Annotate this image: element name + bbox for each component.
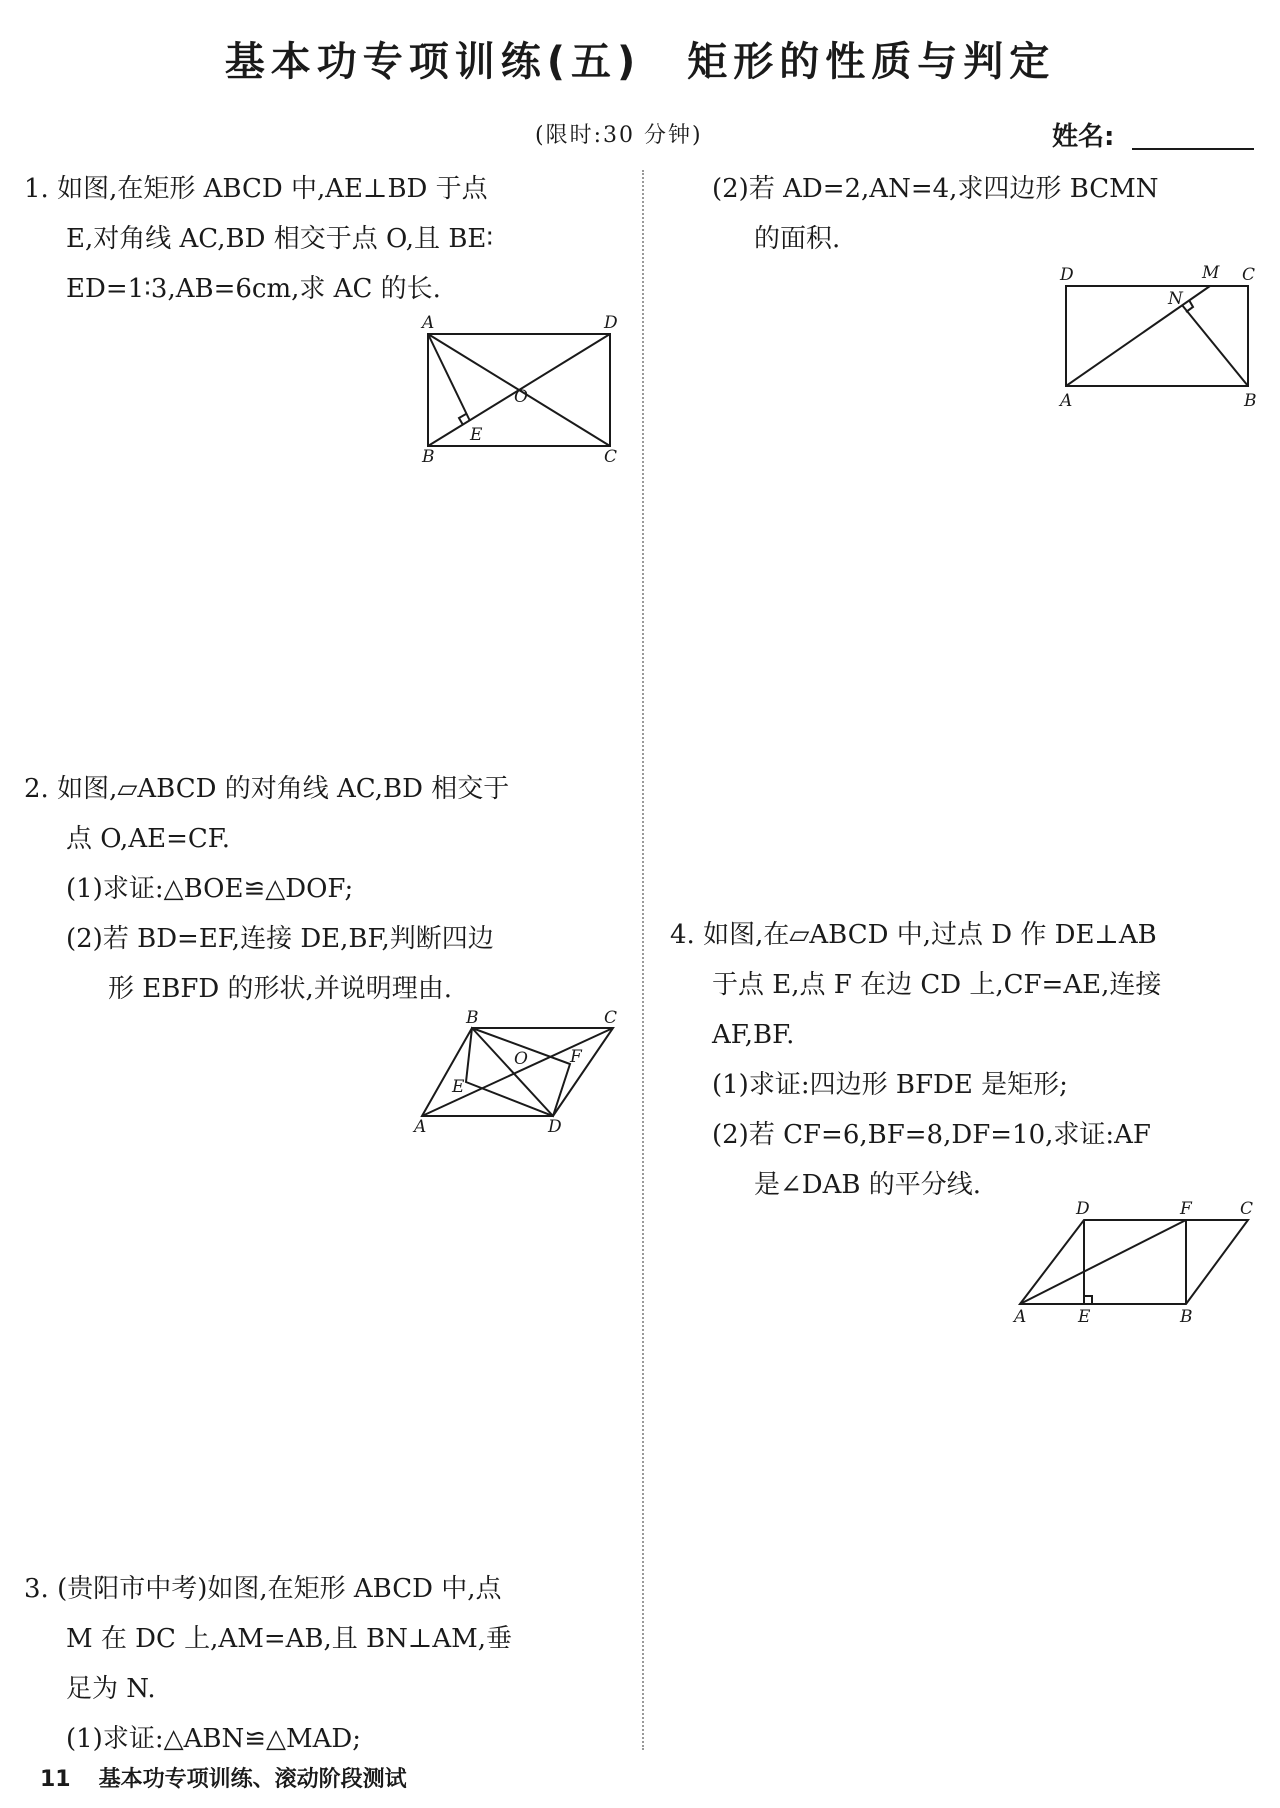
problem-2-figure [410, 1010, 625, 1139]
label-e: E [470, 425, 483, 445]
column-divider [642, 170, 644, 1750]
page-footer [40, 1762, 435, 1793]
right-angle-mark-e [1084, 1296, 1092, 1304]
problem-4-line-3: AF,BF. [712, 1020, 795, 1050]
label-c: C [1242, 265, 1256, 285]
page-title: 基本功专项训练(五) 矩形的性质与判定 [224, 39, 1056, 85]
label-d: D [1076, 1200, 1090, 1219]
problem-4-figure [1010, 1200, 1255, 1329]
label-o: O [514, 387, 528, 407]
problem-1-line-1: 1. 如图,在矩形 ABCD 中,AE⊥BD 于点 [24, 174, 488, 204]
problem-3-part-1: (1)求证:△ABN≌△MAD; [66, 1724, 362, 1754]
problem-1-figure [418, 312, 618, 466]
label-d: D [604, 313, 618, 333]
problem-4-line-2: 于点 E,点 F 在边 CD 上,CF=AE,连接 [712, 970, 1162, 1000]
label-o: O [514, 1049, 528, 1069]
diagonal-bd [472, 1028, 553, 1116]
problem-4 [670, 910, 1260, 1210]
label-a: A [1014, 1307, 1027, 1325]
problem-2-line-1: 2. 如图,▱ABCD 的对角线 AC,BD 相交于 [24, 774, 510, 804]
label-d: D [1060, 265, 1074, 285]
problem-3-part-2-line-2: 的面积. [754, 224, 841, 254]
label-a: A [422, 313, 435, 333]
problem-3-line-1: 3. (贵阳市中考)如图,在矩形 ABCD 中,点 [24, 1574, 502, 1604]
label-f: F [1180, 1200, 1192, 1219]
name-label: 姓名: [1052, 122, 1115, 152]
label-m: M [1202, 263, 1220, 283]
problem-3 [24, 1564, 624, 1764]
label-b: B [466, 1010, 479, 1028]
label-c: C [604, 1010, 618, 1028]
problem-4-part-1: (1)求证:四边形 BFDE 是矩形; [712, 1070, 1068, 1100]
problem-1 [24, 164, 624, 314]
label-c: C [604, 447, 618, 462]
label-e: E [452, 1077, 465, 1097]
label-b: B [1244, 391, 1257, 411]
problem-3-part-2-line-1: (2)若 AD=2,AN=4,求四边形 BCMN [712, 174, 1159, 204]
problem-4-line-1: 4. 如图,在▱ABCD 中,过点 D 作 DE⊥AB [670, 920, 1157, 950]
label-d: D [548, 1117, 562, 1135]
label-a: A [414, 1117, 427, 1135]
label-b: B [422, 447, 435, 462]
problem-2-part-1: (1)求证:△BOE≌△DOF; [66, 874, 354, 904]
label-f: F [570, 1047, 582, 1067]
page-number: 11 [40, 1767, 71, 1792]
problem-3-figure [1052, 262, 1262, 416]
name-blank-line [1132, 148, 1254, 150]
problem-1-line-2: E,对角线 AC,BD 相交于点 O,且 BE∶ [66, 224, 494, 254]
label-n: N [1168, 289, 1183, 309]
problem-2-part-2-line-1: (2)若 BD=EF,连接 DE,BF,判断四边 [66, 924, 494, 954]
parallelogram-abcd [1020, 1220, 1248, 1304]
footer-text: 基本功专项训练、滚动阶段测试 [98, 1767, 407, 1792]
problem-3-line-2: M 在 DC 上,AM=AB,且 BN⊥AM,垂 [66, 1624, 512, 1654]
problem-2 [24, 764, 624, 1014]
problem-4-part-2-line-2: 是∠DAB 的平分线. [754, 1170, 982, 1200]
problem-1-line-3: ED=1∶3,AB=6cm,求 AC 的长. [66, 274, 441, 304]
segment-af [1020, 1220, 1186, 1304]
label-a: A [1060, 391, 1073, 411]
segment-am [1066, 286, 1210, 386]
problem-2-part-2-line-2: 形 EBFD 的形状,并说明理由. [108, 974, 453, 1004]
label-c: C [1240, 1200, 1254, 1219]
segment-bn [1182, 305, 1248, 386]
problem-4-part-2-line-1: (2)若 CF=6,BF=8,DF=10,求证:AF [712, 1120, 1151, 1150]
time-limit: (限时:30 分钟) [535, 123, 703, 148]
problem-3-line-3: 足为 N. [66, 1674, 156, 1704]
rect-abcd [1066, 286, 1248, 386]
problem-2-line-2: 点 O,AE=CF. [66, 824, 231, 854]
problem-3-continued [670, 164, 1260, 264]
label-b: B [1180, 1307, 1193, 1325]
label-e: E [1078, 1307, 1091, 1325]
